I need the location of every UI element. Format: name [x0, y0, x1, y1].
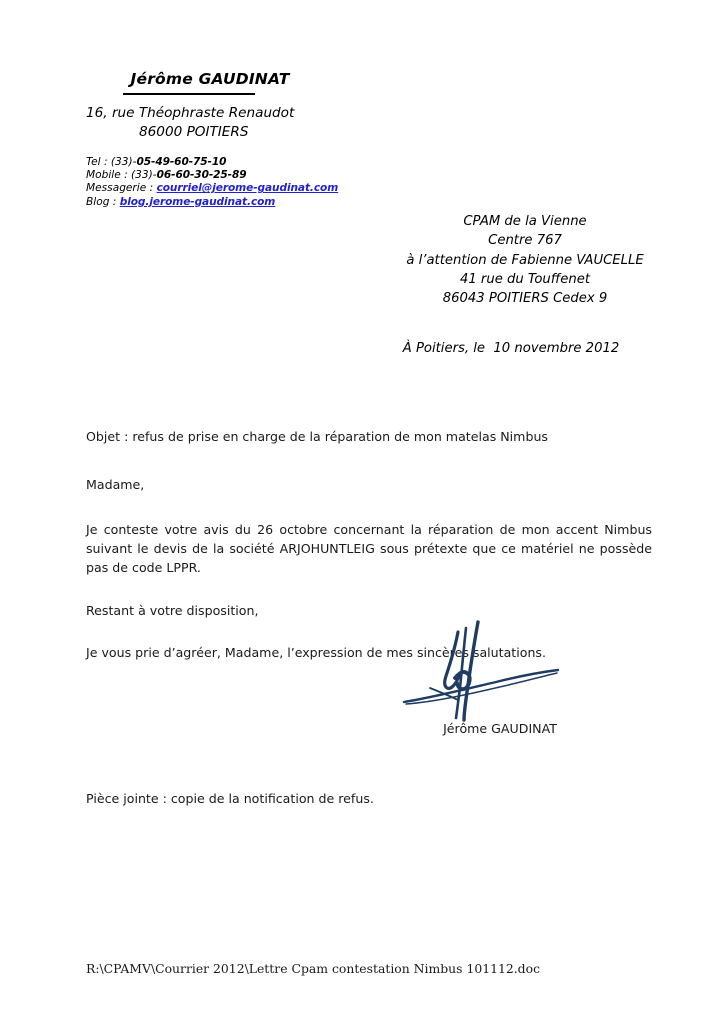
salutation: Madame, — [86, 477, 145, 492]
closing-line-2: Je vous prie d’agréer, Madame, l’expression de mes sincères salutations. — [86, 644, 546, 660]
body-paragraph: Je conteste votre avis du 26 octobre concernant la réparation de mon accent Nimbus suivant le devis de la société ARJOHUNTLEIG sous prétexte que ce matériel ne possède pas de code LPPR. — [86, 522, 652, 576]
sender-contact-block — [0, 156, 420, 210]
recipient-address-block — [330, 212, 720, 308]
contact-row-blog — [86, 196, 420, 209]
sender-name: Jérôme GAUDINAT — [130, 70, 290, 88]
contact-row-tel — [86, 156, 420, 169]
recipient-line-4: 41 rue du Touffenet — [459, 271, 591, 287]
recipient-line-3: à l’attention de Fabienne VAUCELLE — [406, 252, 644, 268]
sender-address-line-2: 86000 POITIERS — [139, 123, 249, 140]
mobile-value: 06-60-30-25-89 — [156, 169, 247, 181]
dateline: À Poitiers, le 10 novembre 2012 — [402, 341, 620, 356]
email-link[interactable]: courriel@jerome-gaudinat.com — [156, 182, 339, 195]
blog-link[interactable]: blog.jerome-gaudinat.com — [119, 195, 276, 208]
tel-label: Tel : (33)- — [86, 155, 137, 168]
footer-file-path: R:\CPAMV\Courrier 2012\Lettre Cpam contestation Nimbus 101112.doc — [86, 961, 541, 976]
signature-area — [400, 618, 600, 738]
mobile-label: Mobile : (33)- — [86, 169, 157, 181]
recipient-line-1: CPAM de la Vienne — [463, 214, 587, 229]
closing-line-1: Restant à votre disposition, — [86, 602, 259, 618]
sender-address — [0, 104, 420, 142]
contact-row-email — [86, 182, 420, 195]
messagerie-label: Messagerie : — [86, 182, 157, 195]
tel-value: 05-49-60-75-10 — [136, 155, 227, 168]
letterhead — [0, 70, 420, 209]
sender-name-underline — [123, 93, 255, 95]
recipient-line-5: 86043 POITIERS Cedex 9 — [442, 291, 608, 307]
subject-line: Objet : refus de prise en charge de la réparation de mon matelas Nimbus — [86, 429, 548, 444]
recipient-line-2: Centre 767 — [488, 233, 562, 249]
sender-address-line-1: 16, rue Théophraste Renaudot — [86, 104, 295, 121]
blog-label: Blog : — [86, 195, 120, 208]
attachment-line: Pièce jointe : copie de la notification de refus. — [86, 791, 374, 806]
contact-row-mobile — [86, 169, 420, 182]
handwritten-signature-icon — [400, 618, 600, 728]
signature-typed-name: Jérôme GAUDINAT — [443, 721, 557, 736]
